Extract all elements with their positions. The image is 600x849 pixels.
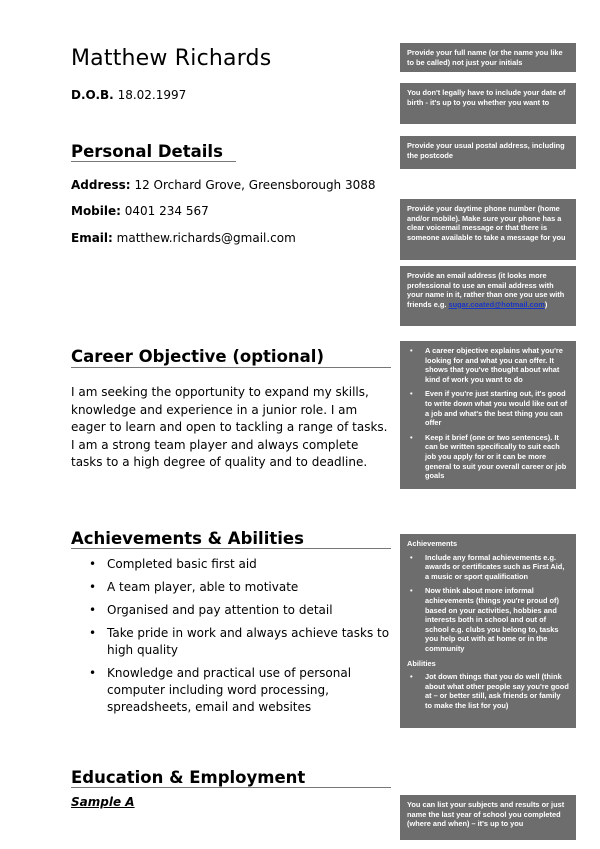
full-name: Matthew Richards — [71, 46, 272, 71]
tip-email — [400, 266, 576, 326]
personal-details-rule — [71, 161, 236, 162]
tip-abilities-list — [407, 672, 569, 710]
list-item: • A career objective explains what you're looking for and what you can offer. It shows that you've thought about what kind of work you want to do — [407, 346, 569, 384]
list-item: • Organised and pay attention to detail — [71, 602, 401, 619]
tip-achievements-heading: Achievements — [407, 539, 458, 548]
dob-line — [71, 88, 186, 102]
dob-value: 18.02.1997 — [117, 88, 187, 102]
tip-achievements-list — [407, 553, 569, 654]
tip-achievements — [400, 534, 576, 728]
tip-abilities-heading: Abilities — [407, 658, 436, 668]
email-label: Email: — [71, 231, 113, 245]
list-item: • Take pride in work and always achieve tasks to high quality — [71, 625, 401, 659]
list-item: • Keep it brief (one or two sentences). It can be written specifically to suit each job you apply for or it can be more general to suit your overall career or job goals — [407, 433, 569, 481]
sample-a-label: Sample A — [71, 795, 135, 809]
list-item: • Jot down things that you do well (think about what other people say you're good at – or better still, ask friends or family to make the list for you) — [407, 672, 569, 710]
list-item: • Include any formal achievements e.g. awards or certificates such as First Aid, a music or sport qualification — [407, 553, 569, 582]
list-item: • Completed basic first aid — [71, 556, 401, 573]
tip-education: You can list your subjects and results or just name the last year of school you completed (where and when) – it's up to you — [400, 795, 576, 840]
dob-label: D.O.B. — [71, 88, 114, 102]
personal-details-heading: Personal Details — [71, 142, 223, 161]
address-value: 12 Orchard Grove, Greensborough 3088 — [134, 178, 376, 192]
career-objective-text: I am seeking the opportunity to expand my skills, knowledge and experience in a junior role. I am eager to learn and open to tackling a range of tasks. I am a strong team player and always complete tasks to a high degree of quality and to deadline. — [71, 385, 388, 469]
list-item: • Even if you're just starting out, it's good to write down what you would like out of a job and what's the best thing you can offer — [407, 389, 569, 427]
achievements-heading: Achievements & Abilities — [71, 529, 304, 548]
achievements-rule — [71, 548, 391, 549]
tip-career-list — [407, 346, 569, 481]
tip-email-end: ) — [544, 299, 548, 309]
education-rule — [71, 787, 391, 788]
tip-email-link[interactable]: sugar.coated@hotmail.com — [448, 299, 545, 309]
mobile-value: 0401 234 567 — [124, 204, 209, 218]
email-value: matthew.richards@gmail.com — [116, 231, 296, 245]
list-item: • A team player, able to motivate — [71, 579, 401, 596]
tip-dob: You don't legally have to include your date of birth - it's up to you whether you want to — [400, 83, 576, 124]
address-line — [71, 178, 376, 192]
career-objective-rule — [71, 367, 391, 368]
tip-name: Provide your full name (or the name you like to be called) not just your initials — [400, 43, 576, 72]
career-objective-heading: Career Objective (optional) — [71, 347, 324, 366]
tip-email-text: Provide an email address (it looks more professional to use an email address with your name in it, rather than one you use with friends e.g. — [407, 271, 565, 309]
address-label: Address: — [71, 178, 131, 192]
list-item: • Knowledge and practical use of personal computer including word processing, spreadsheets, email and websites — [71, 665, 401, 716]
list-item: • Now think about more informal achievements (things you're proud of) based on your activities, hobbies and interests both in school and out of school e.g. clubs you belong to, tasks you help out with at home or in the community — [407, 586, 569, 653]
tip-address: Provide your usual postal address, including the postcode — [400, 136, 576, 169]
email-line — [71, 231, 296, 245]
mobile-label: Mobile: — [71, 204, 121, 218]
mobile-line — [71, 204, 209, 218]
education-heading: Education & Employment — [71, 768, 306, 787]
achievements-list — [71, 556, 401, 722]
tip-career — [400, 341, 576, 489]
tip-phone: Provide your daytime phone number (home and/or mobile). Make sure your phone has a clear voicemail message or that there is someone available to take a message for you — [400, 199, 576, 260]
